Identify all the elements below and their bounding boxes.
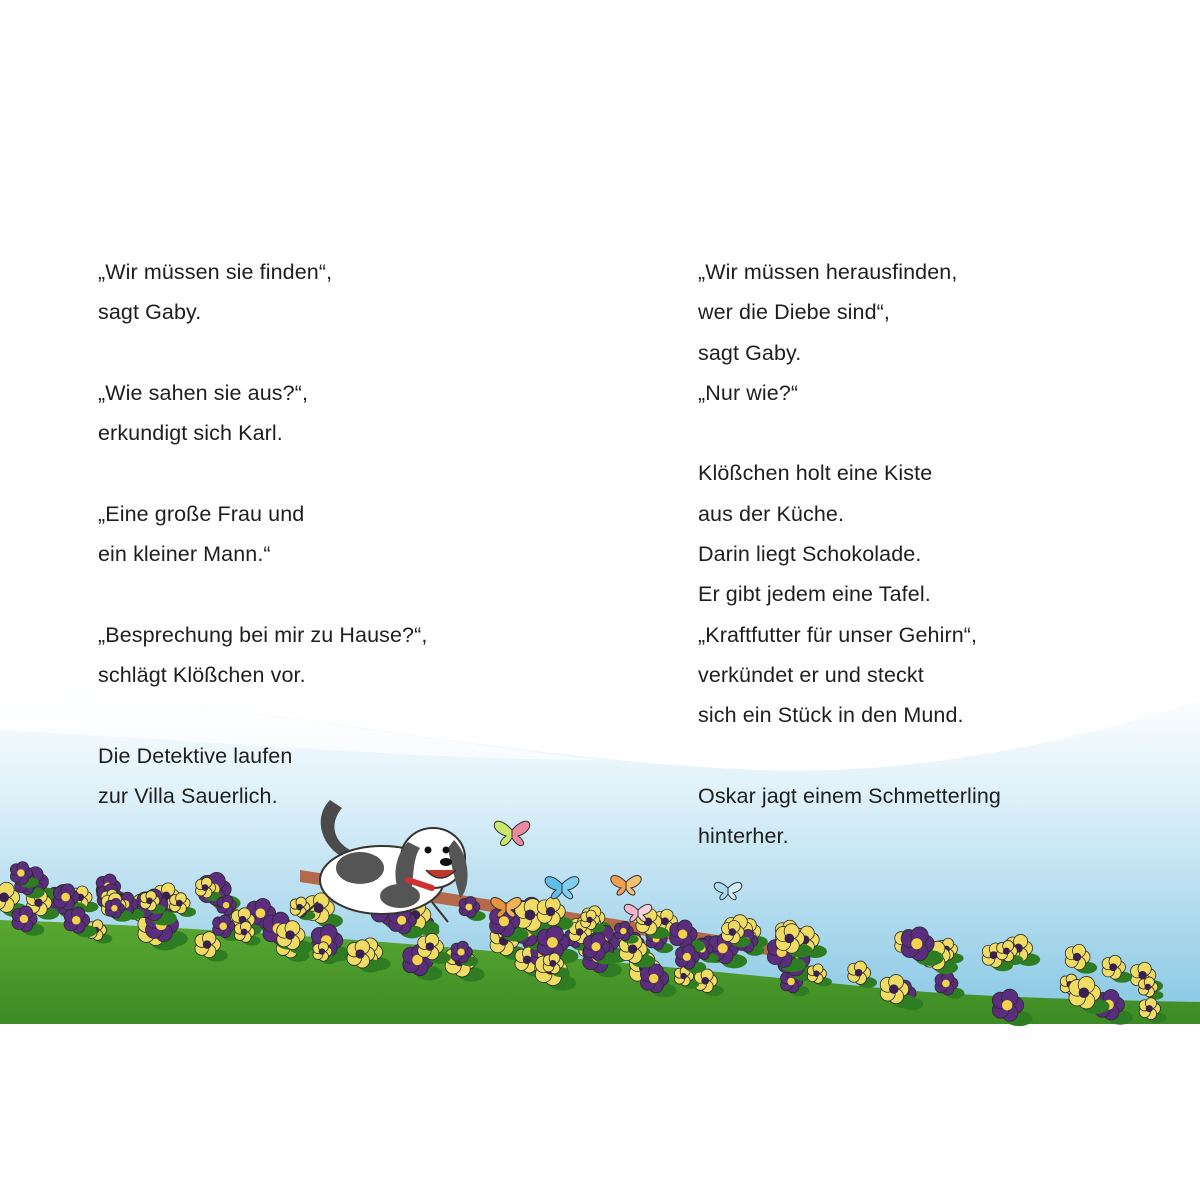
text-line: hinterher. (698, 824, 789, 849)
text-line: aus der Küche. (698, 501, 845, 526)
text-line: Die Detektive laufen (98, 743, 293, 768)
text-line: wer die Diebe sind“, (698, 300, 891, 325)
text-line: „Besprechung bei mir zu Hause?“, (98, 622, 428, 647)
text-line: sagt Gaby. (698, 340, 802, 365)
text-line: schlägt Klößchen vor. (98, 662, 306, 687)
left-page-text (98, 252, 618, 816)
text-line: „Wir müssen herausfinden, (698, 260, 958, 284)
text-line: sich ein Stück in den Mund. (698, 703, 964, 728)
text-line: „Nur wie?“ (698, 380, 799, 405)
right-page-text (698, 252, 1200, 856)
text-line (698, 413, 1200, 453)
text-line: Er gibt jedem eine Tafel. (698, 582, 931, 607)
text-line: Oskar jagt einem Schmetterling (698, 783, 1001, 808)
text-line: „Wie sahen sie aus?“, (98, 380, 309, 405)
text-line (98, 695, 618, 735)
text-line: Darin liegt Schokolade. (698, 542, 922, 567)
text-line: „Eine große Frau und (98, 501, 305, 526)
text-line (98, 574, 618, 614)
text-line (98, 333, 618, 373)
text-line: erkundigt sich Karl. (98, 421, 283, 446)
text-line: Klößchen holt eine Kiste (698, 461, 933, 486)
text-line (98, 453, 618, 493)
text-line (698, 736, 1200, 776)
text-line: ein kleiner Mann.“ (98, 542, 271, 567)
text-line: verkündet er und steckt (698, 662, 924, 687)
text-line: zur Villa Sauerlich. (98, 783, 278, 808)
text-line: sagt Gaby. (98, 300, 202, 325)
text-line: „Wir müssen sie finden“, (98, 260, 333, 284)
text-line: „Kraftfutter für unser Gehirn“, (698, 622, 978, 647)
